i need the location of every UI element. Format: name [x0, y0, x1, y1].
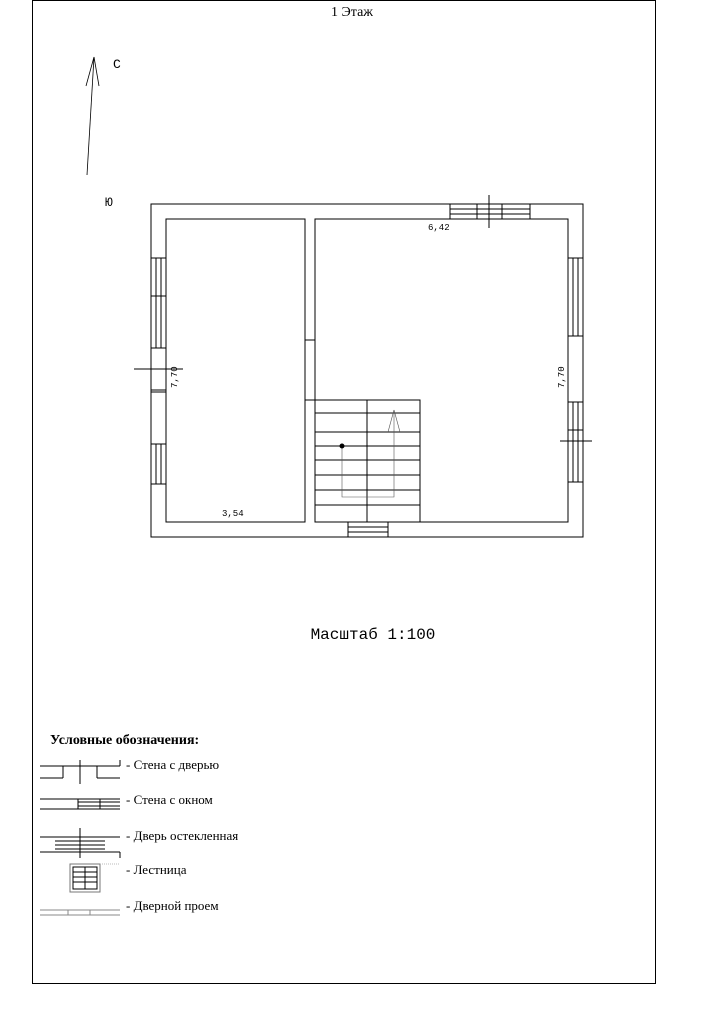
legend-symbol-doorway: [40, 910, 120, 915]
window-right-lower: [560, 402, 592, 482]
inner-door: [305, 340, 315, 400]
legend-symbol-stairs: [70, 864, 120, 892]
legend-item-doorway: - Дверной проем: [126, 898, 219, 913]
legend-symbol-wall-window: [40, 799, 120, 809]
staircase: [315, 400, 420, 522]
left-room: [166, 219, 305, 522]
legend-item-wall-door: - Стена с дверью: [126, 757, 220, 772]
legend-symbol-glazed-door: [40, 828, 120, 858]
legend-title: Условные обозначения:: [50, 733, 200, 748]
door-bottom: [348, 522, 388, 537]
dimension-right-height: 7,70: [557, 366, 567, 388]
window-top: [450, 195, 530, 228]
legend-symbol-wall-door: [40, 760, 120, 784]
legend-item-stairs: - Лестница: [126, 862, 187, 877]
dimension-left-width: 3,54: [222, 509, 244, 519]
dimension-left-height: 7,70: [170, 366, 180, 388]
scale-label: Масштаб 1:100: [310, 626, 436, 644]
north-arrow-icon: [86, 57, 99, 175]
legend-item-wall-window: - Стена с окном: [126, 792, 213, 807]
compass-south-label: Ю: [105, 195, 113, 210]
compass-north-label: С: [113, 57, 121, 72]
dimension-top: 6,42: [428, 223, 450, 233]
window-right-upper: [568, 258, 583, 336]
plan-title: 1 Этаж: [331, 5, 373, 20]
legend-item-glazed-door: - Дверь остекленная: [126, 828, 239, 843]
window-left-lower: [151, 390, 166, 484]
